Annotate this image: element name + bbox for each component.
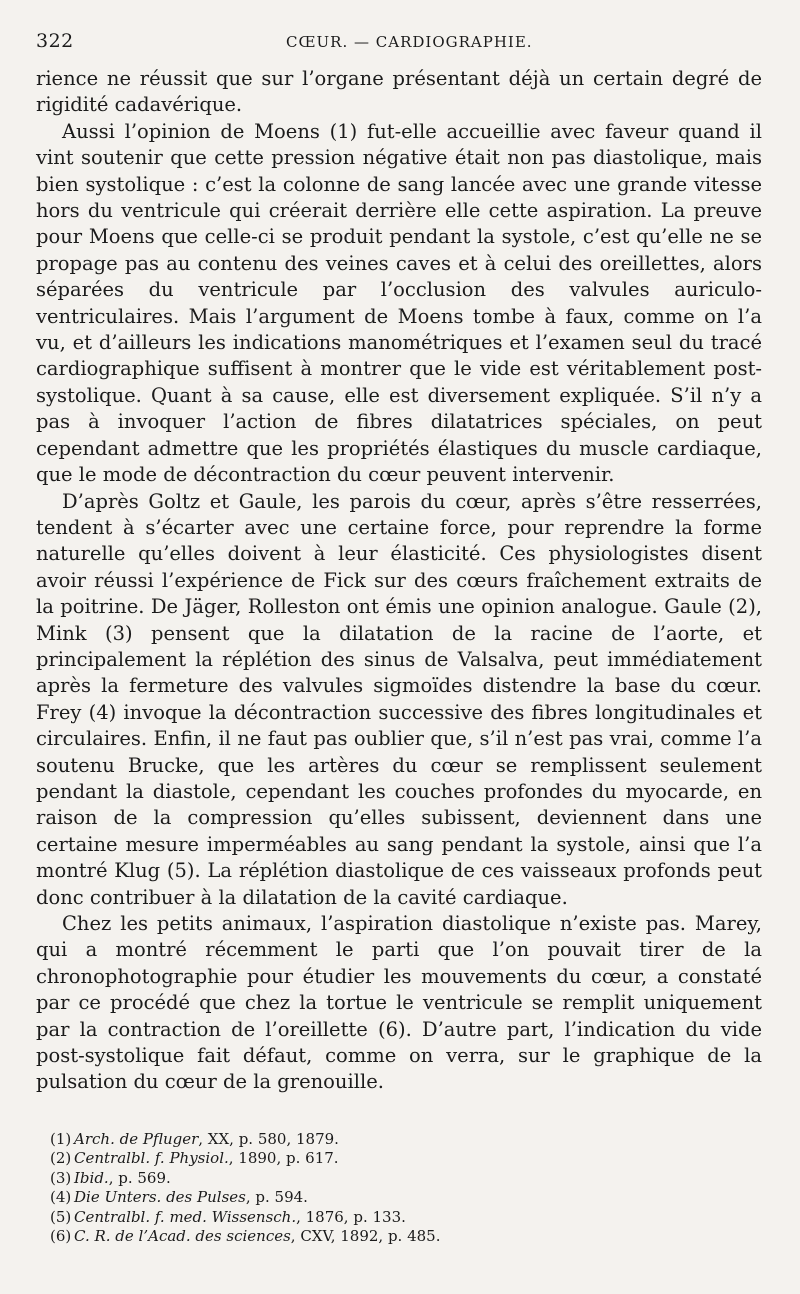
footnote: [50, 1169, 762, 1189]
footnote-detail: , p. 594.: [245, 1188, 308, 1207]
footnote: [50, 1149, 762, 1169]
footnote-source: C. R. de l’Acad. des sciences: [74, 1227, 291, 1246]
footnote-number: (5): [50, 1207, 72, 1226]
footnote-number: (1): [50, 1129, 72, 1148]
footnote-source: Centralbl. f. Physiol.: [74, 1149, 229, 1168]
footnote: [50, 1227, 762, 1247]
footnote-detail: , p. 569.: [108, 1168, 171, 1187]
paragraph-moens: Aussi l’opinion de Moens (1) fut-elle accueillie avec faveur quand il vint soutenir que cette pression négative était non pas diastolique, mais bien systolique : c’est la colonne de sang lancée avec une grande vitesse hors du ventricule qui créerait derrière elle cette aspiration. La preuve pour Moens que celle-ci se produit pendant la systole, c’est qu’elle ne se propage pas au contenu des veines caves et à celui des oreillettes, alors séparées du ventricule par l’occlusion des valvules auriculo-ventriculaires. Mais l’argument de Moens tombe à faux, comme on l’a vu, et d’ailleurs les indications manométriques et l’examen seul du tracé cardiographique suffisent à montrer que le vide est véritablement post-systolique. Quant à sa cause, elle est diversement expliquée. S’il n’y a pas à invoquer l’action de fibres dilatatrices spéciales, on peut cependant admettre que les propriétés élastiques du muscle cardiaque, que le mode de décontraction du cœur peuvent intervenir.: [36, 119, 762, 487]
footnote: [50, 1188, 762, 1208]
running-title: CŒUR. — CARDIOGRAPHIE.: [286, 33, 533, 51]
page-number: 322: [36, 30, 74, 52]
paragraph-goltz-gaule: D’après Goltz et Gaule, les parois du cœur, après s’être resserrées, tendent à s’écarter avec une certaine force, pour reprendre la forme naturelle qu’elles doivent à leur élasticité. Ces physiologistes disent avoir réussi l’expérience de Fick sur des cœurs fraîchement extraits de la poitrine. De Jäger, Rolleston ont émis une opinion analogue. Gaule (2), Mink (3) pensent que la dilatation de la racine de l’aorte, et principalement la réplétion des sinus de Valsalva, peut immédiatement après la fermeture des valvules sigmoïdes distendre la base du cœur. Frey (4) invoque la décontraction successive des fibres longitudinales et circulaires. Enfin, il ne faut pas oublier que, s’il n’est pas vrai, comme l’a soutenu Brucke, que les artères du cœur se remplissent seulement pendant la diastole, cependant les couches profondes du myocarde, en raison de la compression qu’elles subissent, deviennent dans une certaine mesure imperméables au sang pendant la systole, ainsi que l’a montré Klug (5). La réplétion diastolique de ces vaisseaux profonds peut donc contribuer à la dilatation de la cavité cardiaque.: [36, 489, 762, 909]
footnote-source: Ibid.: [74, 1168, 109, 1187]
footnotes: [36, 1130, 762, 1247]
footnote-number: (3): [50, 1168, 72, 1187]
footnote-number: (6): [50, 1227, 72, 1246]
footnote-detail: , CXV, 1892, p. 485.: [290, 1227, 441, 1246]
running-header: [36, 30, 762, 60]
paragraph-continuation: rience ne réussit que sur l’organe présentant déjà un certain degré de rigidité cadavérique.: [36, 67, 762, 117]
body-text: [36, 66, 762, 1096]
footnote: [50, 1208, 762, 1228]
footnote-source: Die Unters. des Pulses: [74, 1188, 246, 1207]
footnote-detail: , XX, p. 580, 1879.: [198, 1129, 339, 1148]
footnote-source: Centralbl. f. med. Wissensch.: [74, 1207, 297, 1226]
footnote-number: (4): [50, 1188, 72, 1207]
paragraph-petits-animaux: Chez les petits animaux, l’aspiration diastolique n’existe pas. Marey, qui a montré récemment le parti que l’on pouvait tirer de la chronophotographie pour étudier les mouvements du cœur, a constaté par ce procédé que chez la tortue le ventricule se remplit uniquement par la contraction de l’oreillette (6). D’autre part, l’indication du vide post-systolique fait défaut, comme on verra, sur le graphique de la pulsation du cœur de la grenouille.: [36, 912, 762, 1094]
footnote-detail: , 1876, p. 133.: [296, 1207, 406, 1226]
footnote-detail: , 1890, p. 617.: [228, 1149, 339, 1168]
footnote-number: (2): [50, 1149, 72, 1168]
footnote-source: Arch. de Pfluger: [74, 1129, 199, 1148]
footnote: [50, 1130, 762, 1150]
